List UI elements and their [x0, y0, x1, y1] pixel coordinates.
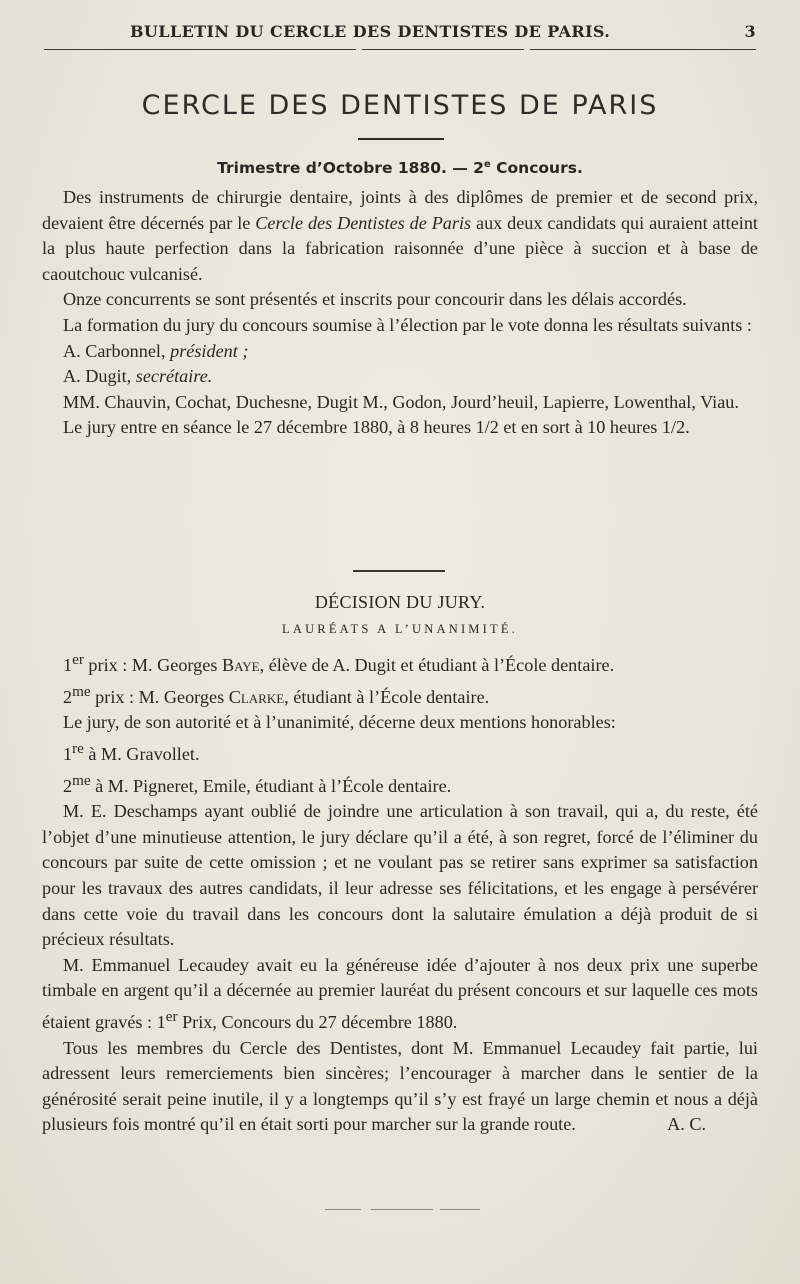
running-title: BULLETIN DU CERCLE DES DENTISTES DE PARIS. — [130, 22, 611, 41]
footer-rule — [325, 1209, 361, 1210]
jury-members: MM. Chauvin, Cochat, Duchesne, Dugit M., Godon, Jourd’heuil, Lapierre, Lowenthal, Viau. — [63, 391, 739, 412]
first-mention — [42, 736, 758, 768]
running-header — [40, 20, 760, 46]
mention-text: à M. Pigneret, Emile, étudiant à l’École dentaire. — [90, 775, 452, 796]
secretary-name: A. Dugit, — [63, 366, 136, 387]
intro-section — [42, 185, 758, 441]
page-title: CERCLE DES DENTISTES DE PARIS — [141, 90, 659, 121]
prize-sup: me — [72, 682, 91, 700]
title-rule — [358, 138, 444, 140]
prize-sup: er — [165, 1007, 178, 1025]
header-rule — [530, 49, 756, 50]
subtitle-sup: e — [483, 159, 491, 170]
mentions-line: Le jury, de son autorité et à l’unanimité, décerne deux mentions honorables: — [63, 712, 616, 733]
paragraph-concurrents: Onze concurrents se sont présentés et inscrits pour concourir dans les délais accordés. — [63, 289, 687, 310]
footer-rule — [440, 1209, 480, 1210]
mention-text: à M. Gravollet. — [83, 743, 200, 764]
prize-text: , étudiant à l’École dentaire. — [284, 686, 490, 707]
paragraph-text: Prix, Concours du 27 décembre 1880. — [177, 1012, 458, 1033]
mention-sup: re — [72, 739, 84, 757]
mention-number: 2 — [63, 775, 73, 796]
paragraph-instruments — [42, 185, 758, 287]
paragraph-session: Le jury entre en séance le 27 décembre 1880, à 8 heures 1/2 et en sort à 10 heures 1/2. — [63, 417, 690, 438]
prize-text: prix : M. Georges — [83, 655, 222, 676]
paragraph-formation: La formation du jury du concours soumise à l’élection par le vote donna les résultats suivants : — [63, 314, 752, 335]
jury-secretary — [42, 364, 758, 390]
paragraph-text: Tous les membres du Cercle des Dentistes, dont M. Emmanuel Lecaudey fait partie, lui adressent leurs remerciements bien sincères; l’encourager à marcher dans le sentier de la générosité serait peine inutile, il y a longtemps qu’il s’y est frayé un large chemin et nous a déjà plusieurs fois montré qu’il en était sorti pour marcher sur la grande route. — [42, 1037, 758, 1135]
signature: A. C. — [667, 1114, 706, 1135]
page-number: 3 — [744, 22, 756, 41]
header-rule — [362, 49, 524, 50]
mention-sup: me — [72, 771, 91, 789]
secretary-role: secrétaire. — [135, 366, 213, 387]
decision-title: DÉCISION DU JURY. — [314, 592, 486, 612]
president-name: A. Carbonnel, — [63, 340, 171, 361]
subtitle — [0, 159, 800, 177]
paragraph-text: M. Emmanuel Lecaudey avait eu la généreuse idée d’ajouter à nos deux prix une superbe timbale en argent qu’il a décernée au premier lauréat du présent concours et sur laquelle ces mots étaient gravés : 1 — [42, 954, 758, 1033]
paragraph-text: aux deux candidats qui auraient atteint la plus haute perfection dans la fabrication raisonnée d’une pièce à succion et à base de caoutchouc vulcanisé. — [42, 212, 758, 284]
subtitle-main: Trimestre d’Octobre 1880. — 2 — [217, 159, 484, 178]
prize-text: prix : M. Georges — [90, 686, 229, 707]
subtitle-end: Concours. — [490, 159, 583, 178]
header-rule — [44, 49, 356, 50]
laureats-heading: LAURÉATS A L’UNANIMITÉ. — [282, 622, 518, 636]
prize-number: 1 — [63, 655, 73, 676]
paragraph-lecaudey — [42, 953, 758, 1036]
cercle-name-italic: Cercle des Dentistes de Paris — [255, 212, 472, 233]
laureate-surname: Clarke — [228, 686, 285, 707]
prize-number: 2 — [63, 686, 73, 707]
section-rule — [353, 570, 445, 572]
prize-text: , élève de A. Dugit et étudiant à l’École dentaire. — [259, 655, 615, 676]
second-prize — [42, 679, 758, 711]
president-role: président ; — [170, 340, 249, 361]
mention-number: 1 — [63, 743, 73, 764]
footer-rule — [371, 1209, 433, 1210]
second-mention — [42, 768, 758, 800]
prize-sup: er — [72, 651, 84, 668]
paragraph-closing — [42, 1036, 758, 1138]
paragraph-deschamps: M. E. Deschamps ayant oublié de joindre une articulation à son travail, qui a, du reste, été l’objet d’une minutieuse attention, le jury déclare qu’il a été, à son regret, forcé de l’éliminer du concours par suite de cette omission ; et ne voulant pas se retirer sans exprimer sa satisfaction pour les travaux des autres candidats, il leur adresse ses félicitations, et les engage à persévérer dans cette voie du travail dans les concours dont la salutaire émulation a déjà produit de si précieux résultats. — [42, 801, 758, 950]
jury-president — [42, 339, 758, 365]
first-prize — [42, 647, 758, 679]
decision-section — [42, 647, 758, 1138]
paragraph-text: Des instruments de chirurgie dentaire, joints à des diplômes de premier et de second prix, devaient être décernés par le — [42, 187, 758, 233]
laureate-surname: Baye — [221, 655, 260, 676]
